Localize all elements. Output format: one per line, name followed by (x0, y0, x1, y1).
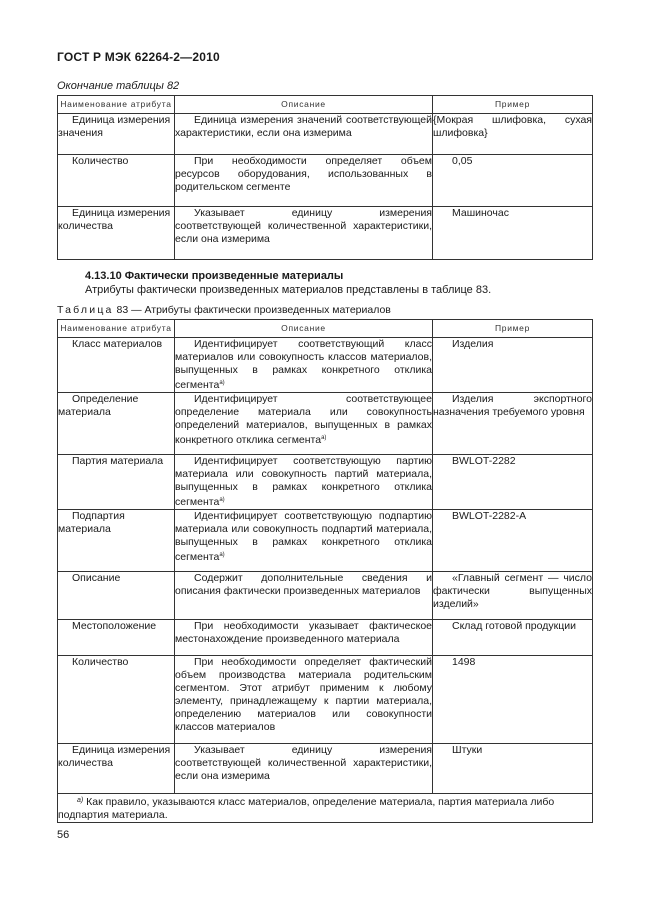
attribute-name: Описание (72, 572, 121, 584)
column-header-description: Описание (175, 96, 433, 114)
table-row (58, 155, 593, 207)
attribute-name-cell (58, 620, 175, 656)
document-header: ГОСТ Р МЭК 62264-2—2010 (57, 50, 220, 64)
section-title: 4.13.10 Фактически произведенные материалы (85, 270, 344, 282)
attribute-name-cell (58, 114, 175, 155)
attribute-name: Класс материалов (72, 338, 163, 350)
attribute-name-cell (58, 207, 175, 260)
attribute-description: Идентифицирует соответствующее определение материала или совокупность определений материалов, выпущенных в рамках конкретного отклика сегмента (175, 393, 432, 446)
attribute-name: Подпартия материала (58, 510, 125, 535)
attribute-description: Идентифицирует соответствующий класс материалов или совокупность классов материалов, выпущенных в рамках конкретного отклика сегмента (175, 338, 432, 391)
attribute-description-cell (175, 620, 433, 656)
column-header-name: Наименование атрибута (58, 320, 175, 338)
attribute-example-cell (433, 338, 593, 393)
attribute-name-cell (58, 510, 175, 572)
attribute-description-cell (175, 510, 433, 572)
attribute-example: {Мокрая шлифовка, сухая шлифовка} (433, 114, 592, 139)
attribute-example-cell (433, 572, 593, 620)
footnote-ref: а) (219, 552, 225, 558)
attribute-example: Склад готовой продукции (452, 620, 576, 632)
attribute-name: Единица измерения количества (58, 744, 171, 769)
table-footnote-row (58, 794, 593, 823)
attribute-description: Содержит дополнительные сведения и описания фактически произведенных материалов (175, 572, 432, 597)
footnote-text: Как правило, указываются класс материалов, определение материала, партия материала либо подпартия материала. (58, 796, 555, 821)
footnote-ref: а) (219, 497, 225, 503)
footnote-ref: а) (321, 435, 327, 441)
attribute-name-cell (58, 572, 175, 620)
attribute-name: Количество (72, 155, 129, 167)
attribute-description-cell (175, 656, 433, 744)
attribute-description-cell (175, 207, 433, 260)
attribute-name-cell (58, 656, 175, 744)
table-header-row (58, 320, 593, 338)
attribute-example-cell (433, 207, 593, 260)
attribute-example-cell (433, 393, 593, 455)
attribute-example-cell (433, 744, 593, 794)
attribute-example-cell (433, 656, 593, 744)
table-footnote (58, 794, 593, 823)
attribute-example: Машиночас (452, 207, 509, 219)
attributes-table-82 (57, 95, 593, 260)
attribute-example-cell (433, 114, 593, 155)
footnote-ref: а) (219, 380, 225, 386)
table-caption (57, 304, 391, 316)
attribute-example-cell (433, 155, 593, 207)
table-row (58, 620, 593, 656)
attributes-table-83 (57, 319, 593, 823)
attribute-description-cell (175, 155, 433, 207)
attribute-description: При необходимости указывает фактическое местонахождение произведенного материала (175, 620, 432, 645)
column-header-example: Пример (433, 96, 593, 114)
attribute-description-cell (175, 114, 433, 155)
table-row (58, 510, 593, 572)
footnote-mark: а) (77, 797, 84, 804)
attribute-name-cell (58, 338, 175, 393)
column-header-description: Описание (175, 320, 433, 338)
attribute-description: Идентифицирует соответствующую партию материала или совокупность партий материала, выпущенных в рамках конкретного отклика сегмента (175, 455, 432, 508)
attribute-example: BWLOT-2282-A (452, 510, 527, 522)
column-header-example: Пример (433, 320, 593, 338)
attribute-description-cell (175, 572, 433, 620)
table-continuation-caption: Окончание таблицы 82 (57, 80, 180, 92)
attribute-name-cell (58, 393, 175, 455)
table-row (58, 656, 593, 744)
attribute-description: Единица измерения значений соответствующей характеристики, если она измерима (175, 114, 432, 139)
table-row (58, 114, 593, 155)
attribute-description: При необходимости определяет объем ресурсов оборудования, использованных в родительском сегменте (175, 155, 432, 193)
attribute-name-cell (58, 155, 175, 207)
attribute-description-cell (175, 338, 433, 393)
attribute-name: Количество (72, 656, 129, 668)
section-intro: Атрибуты фактически произведенных материалов представлены в таблице 83. (85, 284, 492, 296)
table-row (58, 744, 593, 794)
table-caption-prefix: Таблица (57, 304, 114, 316)
page-number: 56 (57, 829, 70, 841)
table-caption-text: 83 — Атрибуты фактически произведенных материалов (113, 304, 391, 316)
attribute-example: 0,05 (452, 155, 473, 167)
attribute-example: Штуки (452, 744, 483, 756)
attribute-name-cell (58, 455, 175, 510)
table-row (58, 572, 593, 620)
table-row (58, 455, 593, 510)
attribute-example-cell (433, 620, 593, 656)
attribute-example: «Главный сегмент — число фактически выпущенных изделий» (433, 572, 592, 610)
table-header-row (58, 96, 593, 114)
attribute-description-cell (175, 744, 433, 794)
table-row (58, 338, 593, 393)
attribute-description: При необходимости определяет фактический объем производства материала родительским сегментом. Этот атрибут применим к любому элементу, принадлежащему к партии материала, определению материалов или совокупности классов материалов (175, 656, 432, 733)
attribute-example: Изделия экспортного назначения требуемого уровня (433, 393, 592, 418)
attribute-example: 1498 (452, 656, 476, 668)
attribute-example: Изделия (452, 338, 494, 350)
attribute-name: Определение материала (58, 393, 139, 418)
attribute-name: Партия материала (72, 455, 164, 467)
attribute-name: Единица измерения значения (58, 114, 171, 139)
attribute-description-cell (175, 455, 433, 510)
attribute-description: Указывает единицу измерения соответствующей количественной характеристики, если она измерима (175, 207, 432, 245)
table-row (58, 207, 593, 260)
attribute-description: Идентифицирует соответствующую подпартию материала или совокупность подпартий материала, выпущенных в рамках конкретного отклика сегмента (175, 510, 432, 563)
attribute-example-cell (433, 510, 593, 572)
table-row (58, 393, 593, 455)
attribute-example-cell (433, 455, 593, 510)
attribute-example: BWLOT-2282 (452, 455, 516, 467)
attribute-name: Местоположение (72, 620, 157, 632)
attribute-name: Единица измерения количества (58, 207, 171, 232)
column-header-name: Наименование атрибута (58, 96, 175, 114)
attribute-description: Указывает единицу измерения соответствующей количественной характеристики, если она измерима (175, 744, 432, 782)
attribute-name-cell (58, 744, 175, 794)
attribute-description-cell (175, 393, 433, 455)
